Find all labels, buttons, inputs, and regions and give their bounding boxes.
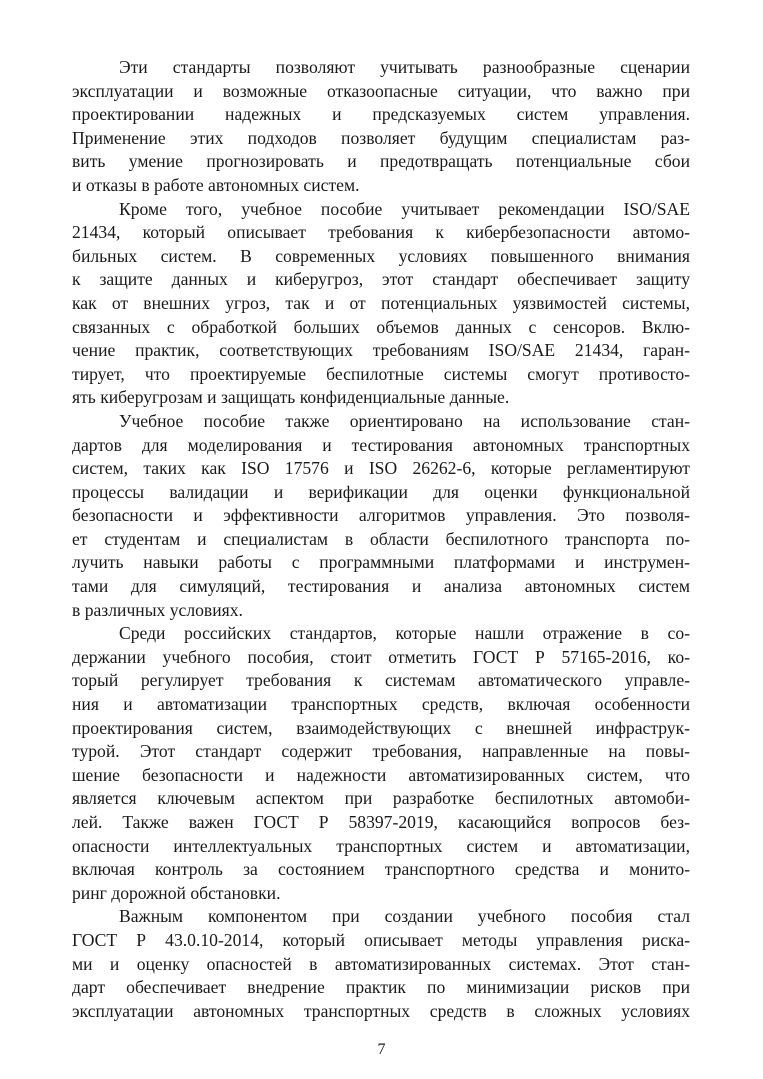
text-line: вить умение прогнозировать и предотвращать потенциальные сбои [72, 151, 690, 172]
text-line: как от внешних угроз, так и от потенциальных уязвимостей системы, [72, 292, 690, 313]
text-line: Среди российских стандартов, которые нашли отражение в со- [119, 623, 690, 644]
text-line: тирует, что проектируемые беспилотные системы смогут противосто- [72, 363, 690, 384]
text-line: дартов для моделирования и тестирования автономных транспортных [72, 434, 690, 455]
text-line: бильных систем. В современных условиях повышенного внимания [72, 245, 690, 266]
body-text [72, 56, 690, 1023]
text-line: связанных с обработкой больших объемов данных с сенсоров. Вклю- [72, 316, 690, 337]
text-line: турой. Этот стандарт содержит требования, направленные на повы- [72, 741, 690, 762]
text-line: шение безопасности и надежности автоматизированных систем, что [72, 764, 690, 785]
text-line: лей. Также важен ГОСТ Р 58397-2019, касающийся вопросов без- [72, 812, 690, 832]
text-line: ять киберугрозам и защищать конфиденциальные данные. [72, 387, 510, 408]
paragraph [72, 622, 690, 905]
text-line: проектировании надежных и предсказуемых систем управления. [72, 104, 690, 125]
text-line: Эти стандарты позволяют учитывать разнообразные сценарии [119, 57, 690, 77]
text-line: опасности интеллектуальных транспортных систем и автоматизации, [72, 835, 690, 856]
text-line: тами для симуляций, тестирования и анализа автономных систем [72, 576, 690, 597]
text-line: в различных условиях. [72, 599, 243, 620]
text-line: держании учебного пособия, стоит отметить ГОСТ Р 57165-2016, ко- [72, 646, 690, 667]
text-line: проектирования систем, взаимодействующих с внешней инфраструк- [72, 717, 690, 738]
paragraph [72, 56, 690, 198]
text-line: является ключевым аспектом при разработке беспилотных автомоби- [72, 788, 690, 809]
text-line: включая контроль за состоянием транспортного средства и монито- [72, 859, 690, 880]
text-line: 21434, который описывает требования к кибербезопасности автомо- [72, 222, 690, 243]
text-line: ми и оценку опасностей в автоматизированных системах. Этот стан- [72, 953, 690, 974]
text-line: Учебное пособие также ориентировано на использование стан- [119, 410, 690, 431]
text-line: ГОСТ Р 43.0.10-2014, который описывает методы управления риска- [72, 929, 690, 950]
text-line: ринг дорожной обстановки. [72, 882, 281, 903]
text-line: ет студентам и специалистам в области беспилотного транспорта по- [72, 528, 690, 549]
page-number: 7 [377, 1041, 386, 1058]
text-line: лучить навыки работы с программными платформами и инструмен- [72, 552, 690, 573]
paragraph [72, 905, 690, 1023]
text-line: систем, таких как ISO 17576 и ISO 26262-6, которые регламентируют [72, 458, 690, 479]
text-line: эксплуатации автономных транспортных средств в сложных условиях [72, 1000, 690, 1021]
text-line: эксплуатации и возможные отказоопасные ситуации, что важно при [72, 80, 690, 101]
text-line: Кроме того, учебное пособие учитывает рекомендации ISO/SAE [119, 198, 690, 219]
text-line: Применение этих подходов позволяет будущим специалистам раз- [72, 127, 690, 148]
text-line: торый регулирует требования к системам автоматического управле- [72, 670, 690, 691]
paragraph [72, 410, 690, 622]
text-line: и отказы в работе автономных систем. [72, 174, 360, 195]
text-line: чение практик, соответствующих требованиям ISO/SAE 21434, гаран- [72, 340, 690, 361]
text-line: ния и автоматизации транспортных средств, включая особенности [72, 694, 690, 715]
text-line: дарт обеспечивает внедрение практик по минимизации рисков при [72, 977, 690, 998]
text-line: процессы валидации и верификации для оценки функциональной [72, 481, 690, 502]
text-line: к защите данных и киберугроз, этот стандарт обеспечивает защиту [72, 269, 690, 290]
text-line: безопасности и эффективности алгоритмов управления. Это позволя- [72, 505, 690, 526]
paragraph [72, 198, 690, 410]
text-line: Важным компонентом при создании учебного пособия стал [119, 906, 690, 927]
